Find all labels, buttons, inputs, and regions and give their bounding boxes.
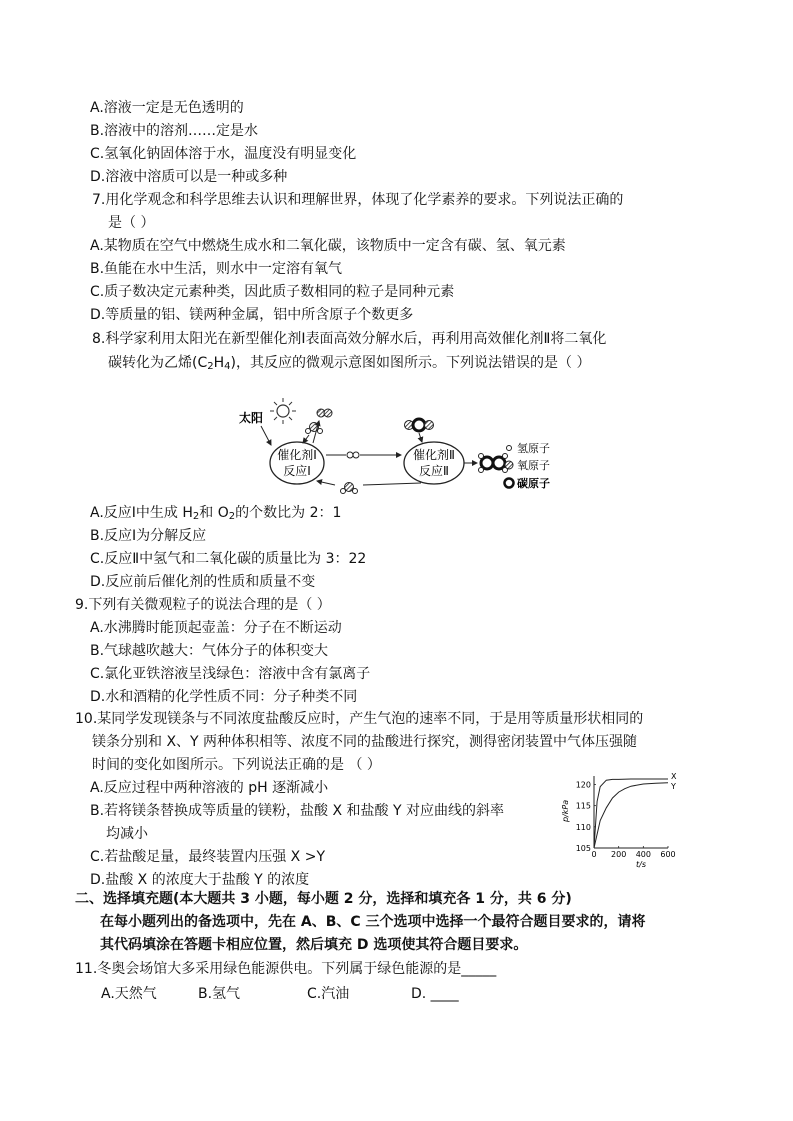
- q6-option-b: B.溶液中的溶剂……定是水: [90, 123, 259, 139]
- catalyst-1-label: 催化剂Ⅰ: [277, 448, 317, 462]
- legend-carbon-symbol: [505, 479, 514, 488]
- q9-option-b: B.气球越吹越大：气体分子的体积变大: [90, 643, 329, 659]
- q9-option-a: A.水沸腾时能顶起壶盖：分子在不断运动: [90, 620, 342, 636]
- series-x-label: X: [671, 771, 677, 781]
- section-2-instruction-line2: 其代码填涂在答题卡相应位置，然后填充 D 选项使其符合题目要求。: [100, 937, 528, 953]
- section-2-title: 二、选择填充题(本大题共 3 小题，每小题 2 分，选择和填充各 1 分，共 6 分): [75, 891, 572, 907]
- hydrogen-molecule: [347, 452, 359, 458]
- ethylene-molecule: [479, 454, 508, 473]
- q11-option-d: D. ____: [411, 986, 459, 1002]
- sun-label: 太阳: [239, 411, 264, 425]
- q6-option-d: D.溶液中溶质可以是一种或多种: [90, 169, 288, 185]
- q8-option-c: C.反应Ⅱ中氢气和二氧化碳的质量比为 3：22: [90, 551, 367, 567]
- x-tick-label: 400: [635, 850, 651, 859]
- water-molecule-in: [306, 423, 323, 434]
- sun-icon: [270, 398, 296, 424]
- co2-molecule-in: [405, 419, 434, 431]
- y-tick-label: 105: [575, 844, 591, 853]
- water-molecule-return: [341, 483, 358, 494]
- q9-option-c: C.氯化亚铁溶液呈浅绿色：溶液中含有氯离子: [90, 666, 371, 682]
- q7-stem-line2: 是（ ）: [108, 215, 155, 231]
- q8-stem-line2: 碳转化为乙烯$(C_2H_4)$，其反应的微观示意图如图所示。下列说法错误的是（ ）: [108, 355, 591, 372]
- series-y-line: [594, 783, 668, 848]
- pressure-chart: [560, 768, 685, 873]
- q10-option-a: A.反应过程中两种溶液的 pH 逐渐减小: [90, 780, 329, 796]
- legend-carbon-label: 碳原子: [517, 477, 550, 490]
- y-tick-label: 110: [575, 822, 591, 832]
- x-tick-label: 200: [611, 850, 627, 859]
- legend-hydrogen-label: 氢原子: [517, 442, 550, 455]
- q6-option-a: A.溶液一定是无色透明的: [90, 100, 244, 116]
- oxygen-molecule-out: [317, 409, 332, 417]
- catalyst-2-label: 催化剂Ⅱ: [413, 448, 455, 462]
- legend-hydrogen-symbol: [507, 446, 512, 451]
- y-tick-label: 120: [575, 780, 591, 790]
- q8-option-d: D.反应前后催化剂的性质和质量不变: [90, 574, 316, 590]
- x-tick-label: 0: [591, 850, 597, 859]
- q9-stem: 9.下列有关微观粒子的说法合理的是（ ）: [75, 597, 331, 613]
- q11-stem: 11.冬奥会场馆大多采用绿色能源供电。下列属于绿色能源的是_____: [75, 961, 497, 977]
- q8-stem-line1: 8.科学家利用太阳光在新型催化剂Ⅰ表面高效分解水后，再利用高效催化剂Ⅱ将二氧化: [92, 331, 607, 347]
- q7-stem-line1: 7.用化学观念和科学思维去认识和理解世界，体现了化学素养的要求。下列说法正确的: [92, 192, 624, 208]
- q9-option-d: D.水和酒精的化学性质不同：分子种类不同: [90, 689, 358, 705]
- series-y-label: Y: [671, 781, 676, 791]
- q7-option-b: B.鱼能在水中生活，则水中一定溶有氧气: [90, 261, 343, 277]
- q10-option-b-cont: 均减小: [106, 826, 148, 842]
- y-tick-label: 115: [575, 801, 591, 811]
- y-axis-label: p/kPa: [561, 799, 570, 822]
- q10-stem-line1: 10.某同学发现镁条与不同浓度盐酸反应时，产生气泡的速率不同，于是用等质量形状相同的: [75, 711, 644, 727]
- q7-option-a: A.某物质在空气中燃烧生成水和二氧化碳，该物质中一定含有碳、氢、氧元素: [90, 238, 566, 254]
- series-x-line: [594, 779, 668, 848]
- q8-option-b: B.反应Ⅰ为分解反应: [90, 528, 207, 544]
- q10-option-c: C.若盐酸足量，最终装置内压强 X >Y: [90, 849, 325, 865]
- q11-option-c: C.汽油: [307, 986, 350, 1002]
- q11-option-b: B.氢气: [198, 986, 241, 1002]
- section-2-instruction-line1: 在每小题列出的备选项中，先在 A、B、C 三个选项中选择一个最符合题目要求的，请将: [100, 914, 646, 930]
- q7-option-d: D.等质量的铝、镁两种金属，铝中所含原子个数更多: [90, 307, 414, 323]
- q10-option-d: D.盐酸 X 的浓度大于盐酸 Y 的浓度: [90, 872, 310, 888]
- q11-option-a: A.天然气: [101, 986, 157, 1002]
- reaction-2-label: 反应Ⅱ: [419, 464, 449, 478]
- chart-axes: [594, 776, 668, 848]
- q8-option-a: A.反应Ⅰ中生成 $H_2$和 $O_2$的个数比为 2：1: [90, 505, 342, 522]
- legend-oxygen-label: 氧原子: [517, 459, 550, 472]
- q10-stem-line2: 镁条分别和 X、Y 两种体积相等、浓度不同的盐酸进行探究，测得密闭装置中气体压强随: [92, 734, 638, 750]
- q6-option-c: C.氢氧化钠固体溶于水，温度没有明显变化: [90, 146, 357, 162]
- q10-option-b: B.若将镁条替换成等质量的镁粉，盐酸 X 和盐酸 Y 对应曲线的斜率: [90, 803, 504, 819]
- reaction-diagram: [233, 395, 563, 500]
- x-axis-label: t/s: [636, 860, 646, 869]
- legend-oxygen-symbol: [505, 461, 513, 469]
- q10-stem-line3: 时间的变化如图所示。下列说法正确的是 （ ）: [92, 757, 381, 773]
- reaction-1-label: 反应Ⅰ: [283, 464, 311, 478]
- x-tick-label: 600: [660, 850, 676, 859]
- q7-option-c: C.质子数决定元素种类，因此质子数相同的粒子是同种元素: [90, 284, 455, 300]
